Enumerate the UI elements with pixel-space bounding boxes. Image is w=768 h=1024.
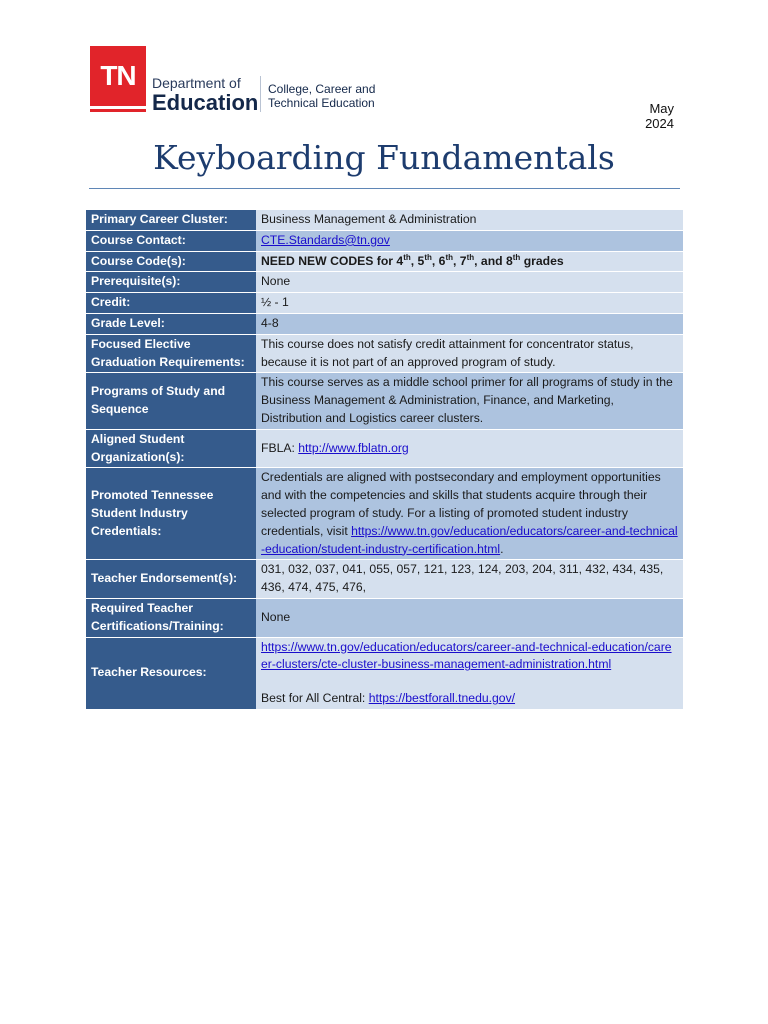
value-cluster: Business Management & Administration bbox=[256, 210, 683, 230]
label-certs: Required Teacher Certifications/Training: bbox=[86, 598, 256, 637]
label-contact: Course Contact: bbox=[86, 230, 256, 251]
label-endorsement: Teacher Endorsement(s): bbox=[86, 560, 256, 599]
codes-sup: th bbox=[466, 252, 475, 262]
codes-text: , and 8 bbox=[474, 253, 513, 268]
division-line-1: College, Career and bbox=[268, 82, 376, 96]
best-for-all-link[interactable]: https://bestforall.tnedu.gov/ bbox=[368, 691, 516, 706]
tn-logo: TN bbox=[90, 46, 146, 106]
value-programs: This course serves as a middle school primer for all programs of study in the Business Management & Administration, Finance, and Marketing, Distribution and Logistics career clusters. bbox=[256, 373, 683, 429]
document-title: Keyboarding Fundamentals bbox=[153, 138, 615, 177]
row-codes bbox=[86, 251, 683, 272]
division-name bbox=[268, 82, 418, 110]
codes-text: , 5 bbox=[410, 253, 425, 268]
contact-email-link[interactable]: CTE.Standards@tn.gov bbox=[261, 232, 390, 247]
division-line-2: Technical Education bbox=[268, 96, 375, 110]
bfa-prefix: Best for All Central: bbox=[261, 691, 369, 706]
value-prereq: None bbox=[256, 272, 683, 293]
value-grade: 4-8 bbox=[256, 313, 683, 334]
spacer bbox=[261, 674, 678, 690]
row-credentials bbox=[86, 468, 683, 560]
row-cluster bbox=[86, 210, 683, 230]
value-contact bbox=[256, 230, 683, 251]
label-codes: Course Code(s): bbox=[86, 251, 256, 272]
value-org bbox=[256, 429, 683, 468]
logo-dept: Department of bbox=[152, 75, 241, 91]
value-credit: ½ - 1 bbox=[256, 293, 683, 314]
codes-sup: th bbox=[445, 252, 454, 262]
credentials-link[interactable]: https://www.tn.gov/education/educators/career-and-technical-education/student-industry-certification.html bbox=[261, 523, 678, 556]
value-codes bbox=[256, 251, 683, 272]
value-credentials bbox=[256, 468, 683, 560]
codes-text: NEED NEW CODES for 4 bbox=[261, 253, 404, 268]
row-org bbox=[86, 429, 683, 468]
codes-text: , 6 bbox=[431, 253, 446, 268]
label-prereq: Prerequisite(s): bbox=[86, 272, 256, 293]
header bbox=[90, 46, 690, 131]
row-prereq bbox=[86, 272, 683, 293]
document-date: May 2024 bbox=[645, 101, 674, 131]
codes-sup: th bbox=[512, 252, 521, 262]
row-resources bbox=[86, 637, 683, 709]
label-grade: Grade Level: bbox=[86, 313, 256, 334]
value-resources bbox=[256, 637, 683, 709]
credentials-text: Credentials are aligned with postsecondary and employment opportunities and with the competencies and skills that students acquire through their selected program of study. For a listing of promoted student industry credentials, visit bbox=[261, 470, 661, 538]
resources-link[interactable]: https://www.tn.gov/education/educators/career-and-technical-education/career-clusters/cte-cluster-business-management-administration.html bbox=[261, 639, 672, 672]
label-cluster: Primary Career Cluster: bbox=[86, 210, 256, 230]
label-resources: Teacher Resources: bbox=[86, 637, 256, 709]
codes-text: , 7 bbox=[453, 253, 467, 268]
logo-education: Education bbox=[152, 90, 259, 115]
row-programs bbox=[86, 373, 683, 429]
row-endorsement bbox=[86, 560, 683, 599]
codes-text: grades bbox=[520, 253, 564, 268]
label-elective: Focused Elective Graduation Requirements: bbox=[86, 334, 256, 373]
fbla-link[interactable]: http://www.fblatn.org bbox=[298, 440, 409, 455]
credentials-end: . bbox=[500, 541, 504, 556]
org-prefix: FBLA: bbox=[261, 440, 299, 455]
header-divider bbox=[260, 76, 261, 112]
row-grade bbox=[86, 313, 683, 334]
row-credit bbox=[86, 293, 683, 314]
label-credentials: Promoted Tennessee Student Industry Credentials: bbox=[86, 468, 256, 560]
codes-sup: th bbox=[424, 252, 432, 262]
value-elective: This course does not satisfy credit attainment for concentrator status, because it is not part of an approved program of study. bbox=[256, 334, 683, 373]
value-certs: None bbox=[256, 598, 683, 637]
row-contact bbox=[86, 230, 683, 251]
label-org: Aligned Student Organization(s): bbox=[86, 429, 256, 468]
codes-sup: th bbox=[403, 252, 411, 262]
title-rule bbox=[89, 188, 680, 189]
row-elective bbox=[86, 334, 683, 373]
course-info-table bbox=[86, 210, 683, 710]
label-programs: Programs of Study and Sequence bbox=[86, 373, 256, 429]
department-logo-text bbox=[152, 75, 259, 115]
value-endorsement: 031, 032, 037, 041, 055, 057, 121, 123, 124, 203, 204, 311, 432, 434, 435, 436, 474, 475, 476, bbox=[256, 560, 683, 599]
label-credit: Credit: bbox=[86, 293, 256, 314]
row-certs bbox=[86, 598, 683, 637]
